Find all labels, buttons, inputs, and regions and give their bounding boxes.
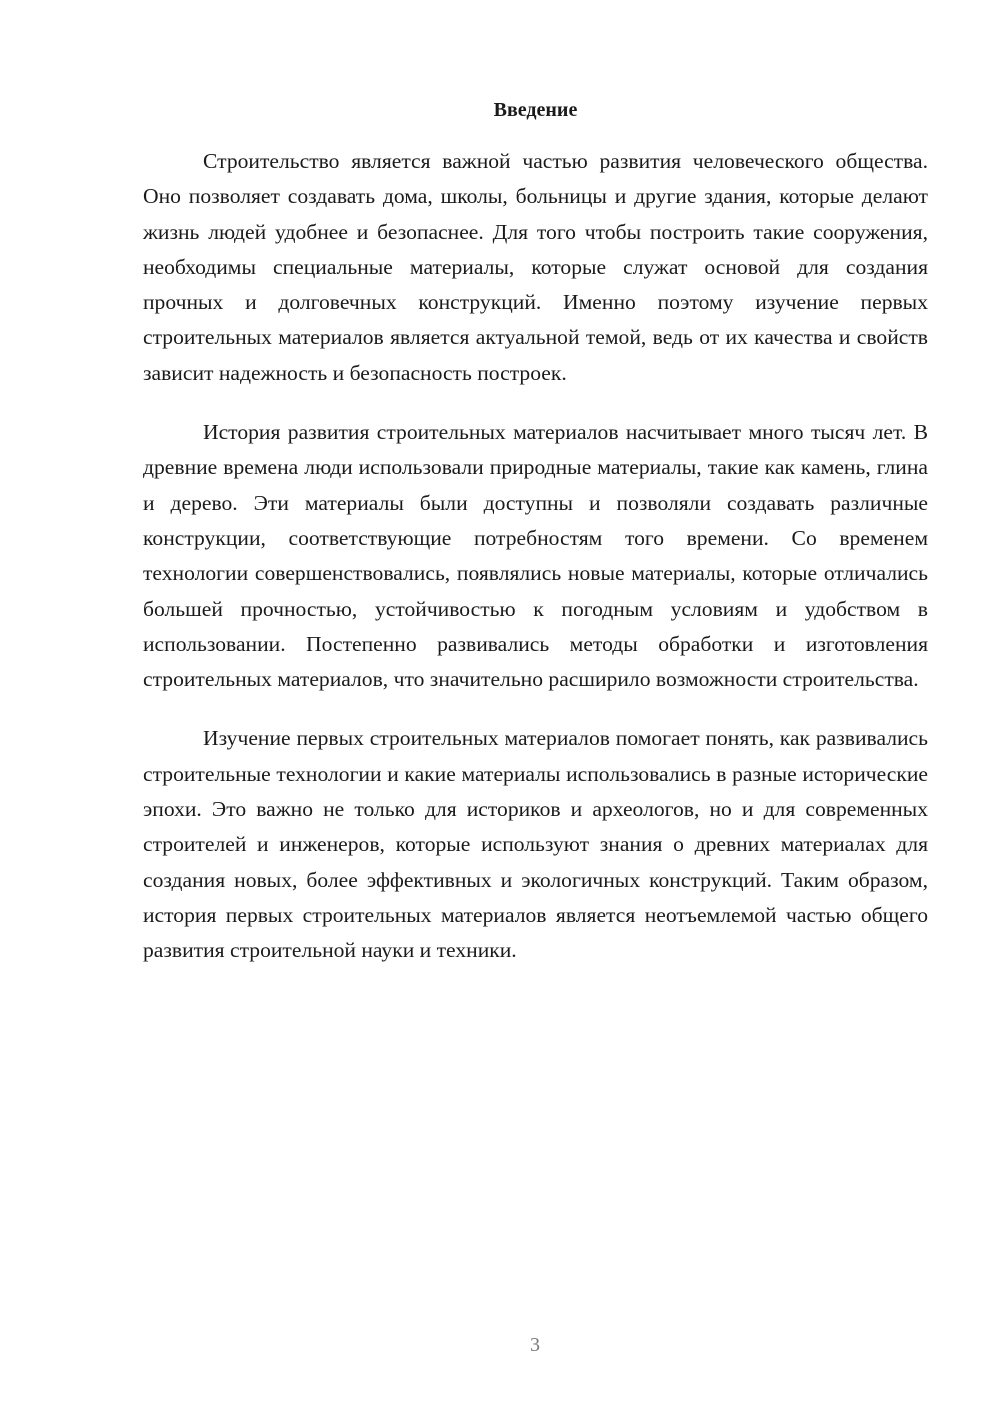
paragraph-1: Строительство является важной частью развития человеческого общества. Оно позволяет создавать дома, школы, больницы и другие здания, которые делают жизнь людей удобнее и безопаснее. Для того чтобы построить такие сооружения, необходимы специальные материалы, которые служат основой для создания прочных и долговечных конструкций. Именно поэтому изучение первых строительных материалов является актуальной темой, ведь от их качества и свойств зависит надежность и безопасность построек.: [143, 149, 928, 385]
page-number: 3: [530, 1334, 540, 1356]
paragraph-2: История развития строительных материалов насчитывает много тысяч лет. В древние времена люди использовали природные материалы, такие как камень, глина и дерево. Эти материалы были доступны и позволяли создавать различные конструкции, соответствующие потребностям того времени. Со временем технологии совершенствовались, появлялись новые материалы, которые отличались большей прочностью, устойчивостью к погодным условиям и удобством в использовании. Постепенно развивались методы обработки и изготовления строительных материалов, что значительно расширило возможности строительства.: [143, 420, 928, 692]
paragraph-3: Изучение первых строительных материалов помогает понять, как развивались строительные технологии и какие материалы использовались в разные исторические эпохи. Это важно не только для историков и археологов, но и для современных строителей и инженеров, которые используют знания о древних материалах для создания новых, более эффективных и экологичных конструкций. Таким образом, история первых строительных материалов является неотъемлемой частью общего развития строительной науки и техники.: [143, 726, 928, 963]
section-title: Введение: [493, 99, 578, 121]
page-content: [143, 94, 928, 969]
